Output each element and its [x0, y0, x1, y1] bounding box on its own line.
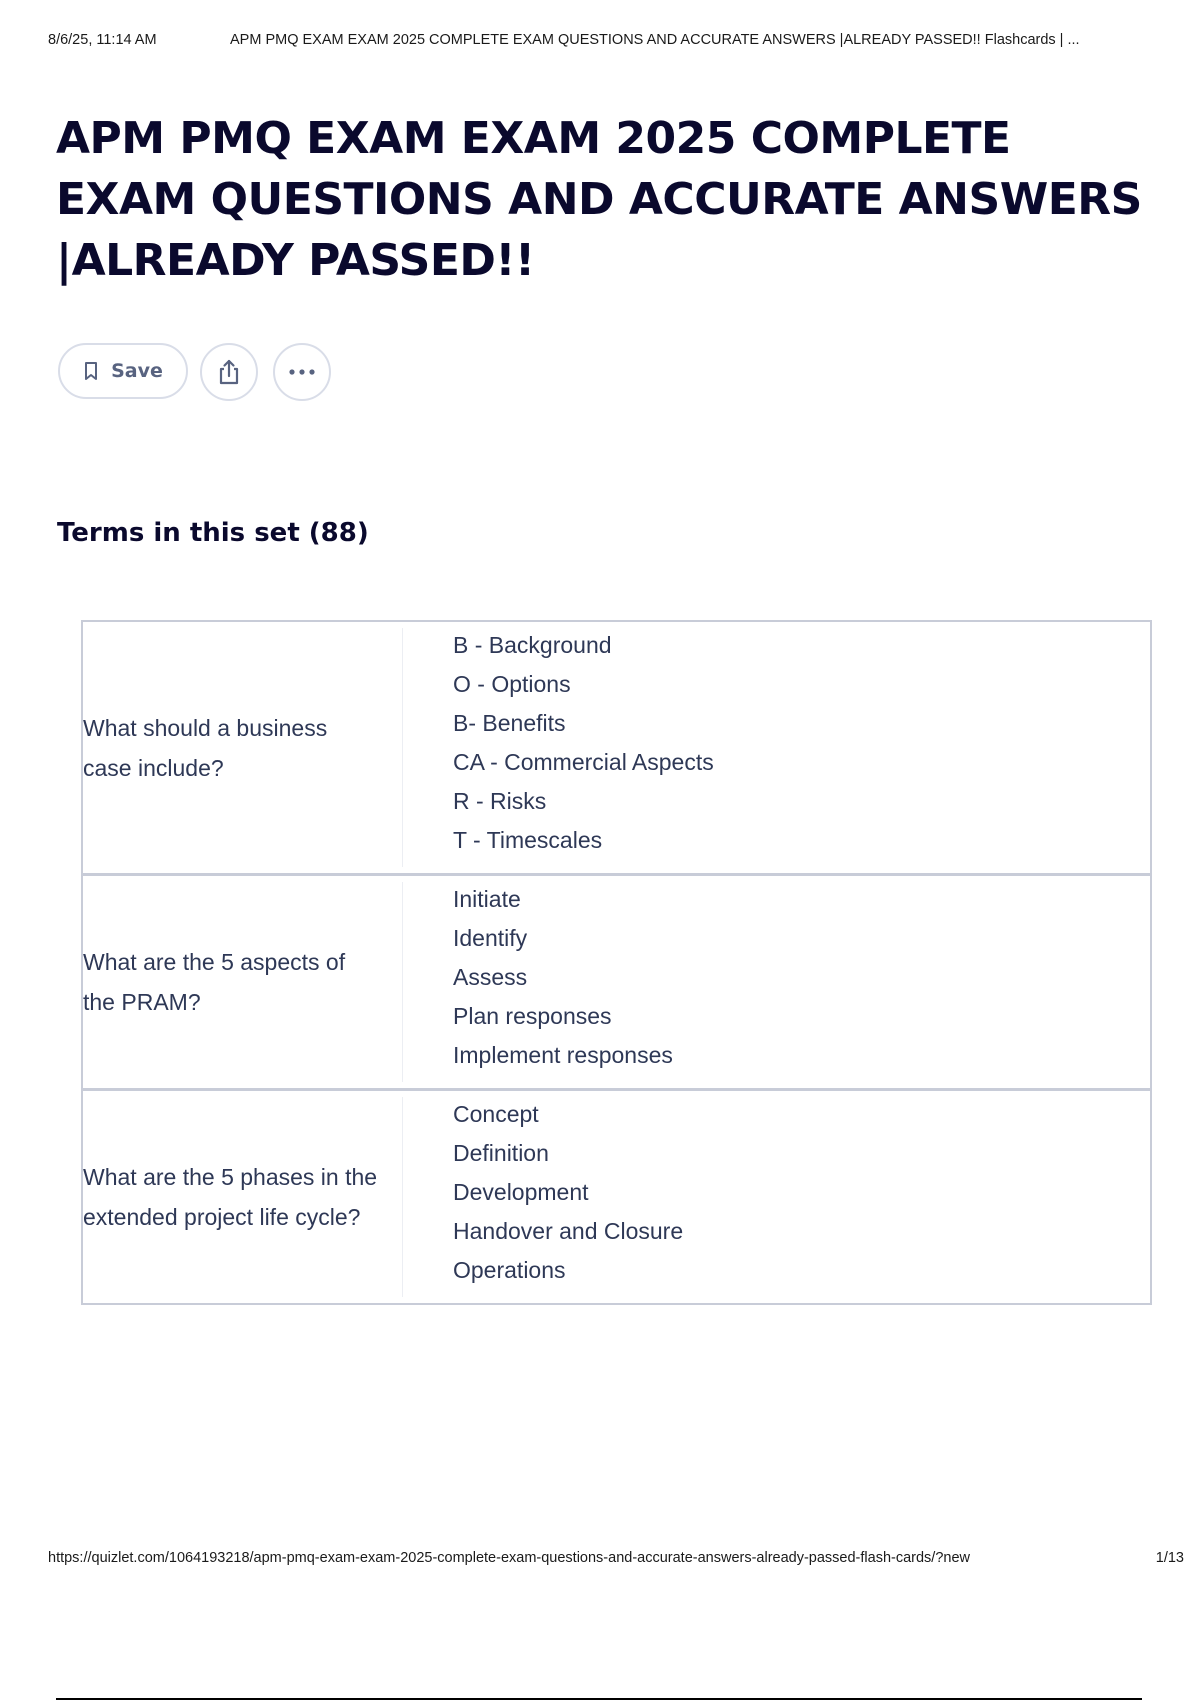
term-text: What are the 5 aspects of the PRAM?: [83, 882, 403, 1082]
definition-line: B - Background: [453, 632, 612, 658]
definition-line: Assess: [453, 964, 528, 990]
definition-line: Concept: [453, 1101, 539, 1127]
definition-cell: [403, 876, 1150, 1088]
definition-line: Definition: [453, 1140, 549, 1166]
terms-heading: Terms in this set (88): [57, 518, 369, 548]
save-button[interactable]: [58, 343, 188, 399]
terms-table: [81, 620, 1152, 1305]
term-text: What should a business case include?: [83, 628, 403, 867]
definition-line: Initiate: [453, 886, 521, 912]
definition-line: O - Options: [453, 671, 571, 697]
share-button[interactable]: [200, 343, 258, 401]
definition-line: Implement responses: [453, 1042, 673, 1068]
more-options-button[interactable]: [273, 343, 331, 401]
definition-line: Development: [453, 1179, 589, 1205]
definition-line: Plan responses: [453, 1003, 612, 1029]
print-datetime: 8/6/25, 11:14 AM: [48, 32, 157, 48]
print-page-number: 1/13: [1155, 1550, 1184, 1566]
definition-cell: [403, 1091, 1150, 1303]
term-row[interactable]: [83, 876, 1150, 1091]
print-header: [48, 28, 1178, 50]
print-url: https://quizlet.com/1064193218/apm-pmq-exam-exam-2025-complete-exam-questions-and-accurate-answers-already-passed-flash-cards/?new: [48, 1550, 970, 1566]
term-row[interactable]: [83, 622, 1150, 876]
definition-line: Handover and Closure: [453, 1218, 684, 1244]
term-row[interactable]: [83, 1091, 1150, 1303]
share-icon: [216, 358, 242, 386]
definition-line: Operations: [453, 1257, 566, 1283]
term-text: What are the 5 phases in the extended project life cycle?: [83, 1097, 403, 1297]
page-title: APM PMQ EXAM EXAM 2025 COMPLETE EXAM QUESTIONS AND ACCURATE ANSWERS |ALREADY PASSED!!: [56, 113, 1142, 286]
more-options-icon: [288, 368, 316, 376]
definition-cell: [403, 622, 1150, 873]
definition-line: Identify: [453, 925, 528, 951]
definition-line: CA - Commercial Aspects: [453, 749, 714, 775]
definition-line: B- Benefits: [453, 710, 566, 736]
save-button-label: Save: [111, 360, 163, 382]
bookmark-icon: [83, 361, 99, 381]
print-doc-title: APM PMQ EXAM EXAM 2025 COMPLETE EXAM QUESTIONS AND ACCURATE ANSWERS |ALREADY PASSED!! Flashcards | ...: [230, 32, 1080, 48]
definition-line: R - Risks: [453, 788, 547, 814]
definition-line: T - Timescales: [453, 827, 603, 853]
